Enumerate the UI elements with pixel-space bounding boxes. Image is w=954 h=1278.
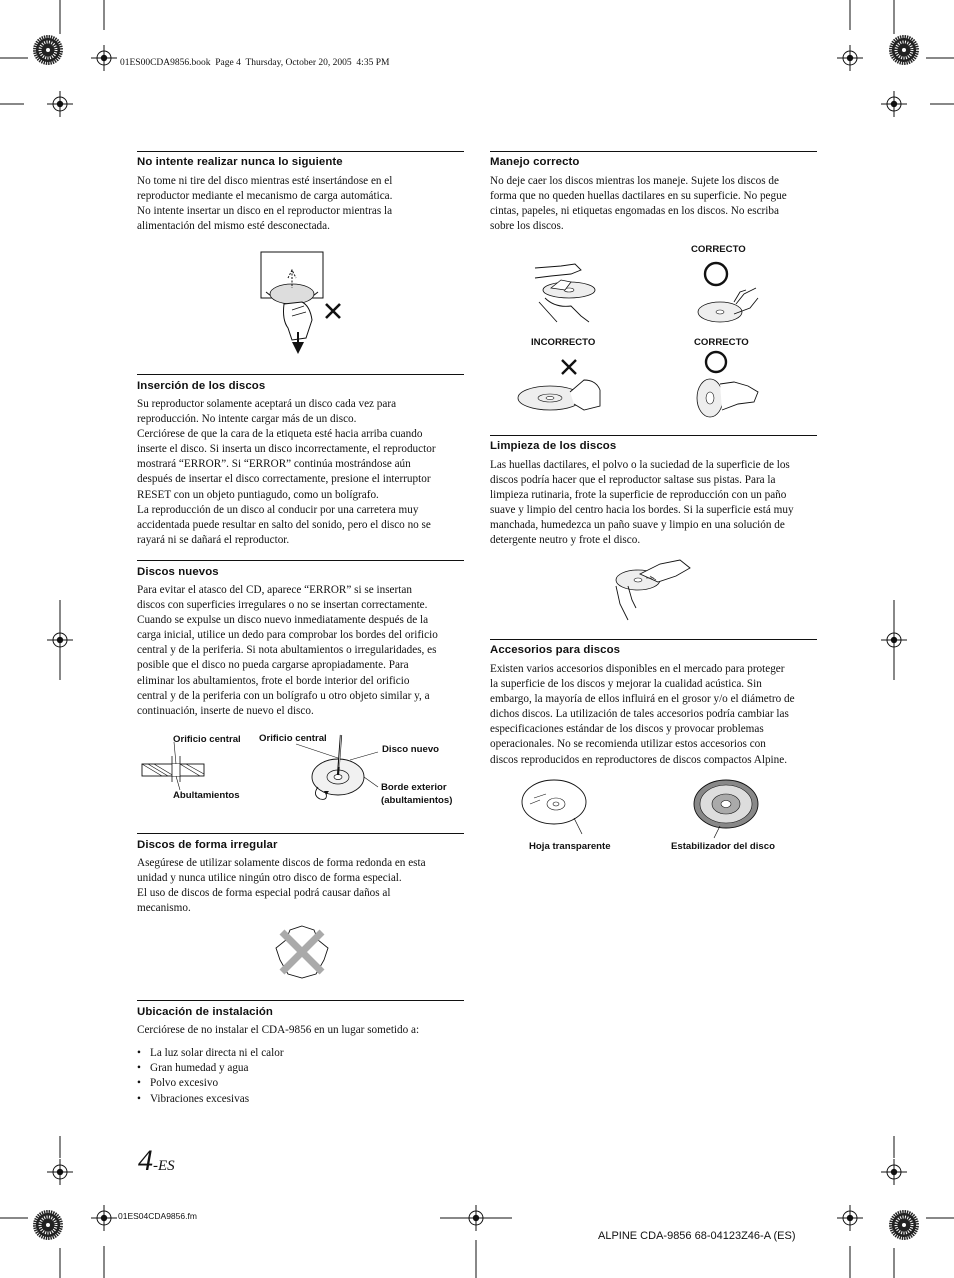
text-line: central y de la periferia. Si nota abultamientos o irregularidades, es (137, 644, 437, 657)
text-line: alimentación del mismo esté desconectada. (137, 220, 330, 233)
text-line: detergente neutro y frote el disco. (490, 534, 641, 547)
section-title: Discos de forma irregular (137, 839, 278, 851)
text-line: inserte el disco. Si inserta un disco incorrectamente, el reproductor (137, 443, 436, 456)
text-line: No intente insertar un disco en el reproductor mientras la (137, 205, 393, 218)
figure-label: CORRECTO (691, 244, 746, 255)
text-line: suave y limpio del centro hacia los bordes. Si la superficie está muy (490, 504, 794, 517)
irregular-disc-illustration (272, 922, 332, 982)
section-rule (137, 1000, 464, 1001)
text-line: Existen varios accesorios disponibles en el mercado para proteger (490, 663, 785, 675)
list-item: • La luz solar directa ni el calor (137, 1046, 284, 1061)
text-line: discos podría hacer que el reproductor saltase sus pistas. Para la (490, 474, 776, 487)
text-line: eliminar los abultamientos, frote el borde interior del orificio (137, 674, 410, 687)
text-line: limpieza rutinaria, frote la superficie de reproducción con un paño (490, 489, 787, 502)
text-line: Las huellas dactilares, el polvo o la suciedad de la superficie de los (490, 459, 790, 471)
footer-code: ALPINE CDA-9856 68-04123Z46-A (ES) (598, 1230, 796, 1242)
text-line: rayará ni se dañará el reproductor. (137, 533, 290, 546)
figure-label: CORRECTO (694, 337, 749, 348)
text-line: después de insertar el disco correctamente, presione el interruptor (137, 473, 431, 486)
text-line: continuación, inserte de nuevo el disco. (137, 704, 314, 717)
list-item: • Polvo excesivo (137, 1076, 284, 1091)
text-line: embargo, la mayoría de ellos influirá en el grosor y/o el diámetro de (490, 693, 795, 706)
text-line: Cerciórese de no instalar el CDA-9856 en un lugar sometido a: (137, 1024, 420, 1036)
text-line: discos con superficies irregulares o no se insertan correctamente. (137, 599, 428, 612)
text-line: La reproducción de un disco al conducir por una carretera muy (137, 503, 419, 516)
text-line: No deje caer los discos mientras los maneje. Sujete los discos de (490, 175, 779, 187)
text-line: Para evitar el atasco del CD, aparece “ERROR” si se insertan (137, 584, 412, 596)
figure-label: Hoja transparente (529, 841, 611, 852)
incorrect-hold-illustration (514, 356, 614, 416)
text-line: accidentada puede resultar en salto del sonido, pero el disco no se (137, 518, 431, 531)
transparent-sheet-illustration (520, 778, 600, 838)
text-line: reproducción. No intente cargar más de un disco. (137, 413, 357, 426)
figure-label: (abultamientos) (381, 795, 453, 806)
section-body (137, 856, 426, 916)
page-number (138, 1144, 175, 1178)
header-note: 01ES00CDA9856.book Page 4 Thursday, October 20, 2005 4:35 PM (120, 58, 390, 68)
figure-label: Orificio central (259, 733, 327, 744)
text-line: El uso de discos de forma especial podrá causar daños al (137, 887, 391, 900)
file-note: 01ES04CDA9856.fm (118, 1211, 197, 1221)
text-line: especificaciones estándar de los discos y provocar problemas (490, 723, 764, 736)
section-body (490, 458, 794, 549)
text-line: Asegúrese de utilizar solamente discos de forma redonda en esta (137, 857, 426, 869)
correct-hold-illustration (694, 258, 760, 328)
disc-stabilizer-illustration (692, 776, 772, 840)
hands-with-disc-illustration (531, 260, 601, 326)
section-rule (490, 435, 817, 436)
text-line: No tome ni tire del disco mientras esté insertándose en el (137, 175, 393, 187)
cleaning-disc-illustration (610, 556, 696, 622)
section-body (490, 662, 795, 768)
figure-label: INCORRECTO (531, 337, 596, 348)
section-title: Ubicación de instalación (137, 1006, 273, 1018)
text-line: cintas, papeles, ni etiquetas engomadas en los discos. No escriba (490, 205, 779, 218)
section-title: Manejo correcto (490, 156, 580, 168)
page-number-suffix: -ES (153, 1158, 175, 1174)
text-line: Su reproductor solamente aceptará un disco cada vez para (137, 398, 397, 410)
section-title: Discos nuevos (137, 566, 219, 578)
bullet-list (137, 1046, 284, 1107)
figure-label: Abultamientos (173, 790, 240, 801)
section-title: Accesorios para discos (490, 644, 621, 656)
text-line: discos reproducidos en reproductores de discos compactos Alpine. (490, 753, 788, 766)
section-title: Inserción de los discos (137, 380, 266, 392)
list-item: • Gran humedad y agua (137, 1061, 284, 1076)
text-line: operacionales. No se recomienda utilizar estos accesorios con (490, 738, 766, 751)
section-body (137, 1023, 419, 1038)
section-rule (490, 151, 817, 152)
section-title: No intente realizar nunca lo siguiente (137, 156, 343, 168)
text-line: reproductor mediante el mecanismo de carga automática. (137, 190, 393, 203)
text-line: posible que el disco no pueda cargarse apropiadamente. Para (137, 659, 409, 672)
text-line: unidad y nunca utilice ningún otro disco de forma especial. (137, 872, 402, 885)
figure-label: Estabilizador del disco (671, 841, 775, 852)
text-line: mostrará “ERROR”. Si “ERROR” continúa mostrándose aún (137, 458, 411, 471)
section-body (490, 174, 787, 234)
figure-label: Borde exterior (381, 782, 447, 793)
section-rule (490, 639, 817, 640)
text-line: sobre los discos. (490, 220, 564, 233)
text-line: manchada, humedezca un paño suave y limpio en una solución de (490, 519, 785, 532)
list-item: • Vibraciones excesivas (137, 1092, 284, 1107)
text-line: RESET con un objeto puntiagudo, como un bolígrafo. (137, 488, 379, 501)
correct-edge-hold-illustration (694, 350, 764, 420)
figure-label: Orificio central (173, 734, 241, 745)
text-line: central y de la periferia con un bolígrafo u otro objeto similar y, a (137, 689, 430, 702)
text-line: dichos discos. La utilización de tales accesorios podría cambiar las (490, 708, 789, 721)
text-line: mecanismo. (137, 902, 191, 915)
text-line: Cuando se expulse un disco nuevo inmediatamente después de la (137, 614, 429, 627)
section-rule (137, 833, 464, 834)
figure-label: Disco nuevo (382, 744, 440, 755)
text-line: Cerciórese de que la cara de la etiqueta esté hacia arriba cuando (137, 428, 423, 441)
section-title: Limpieza de los discos (490, 440, 617, 452)
page-number-digit: 4 (138, 1144, 153, 1177)
text-line: la superficie de los discos y mejorar la cualidad acústica. Sin (490, 678, 762, 691)
text-line: carga inicial, utilice un dedo para comprobar los bordes del orificio (137, 629, 438, 642)
text-line: forma que no queden huellas dactilares en su superficie. No pegue (490, 190, 787, 203)
